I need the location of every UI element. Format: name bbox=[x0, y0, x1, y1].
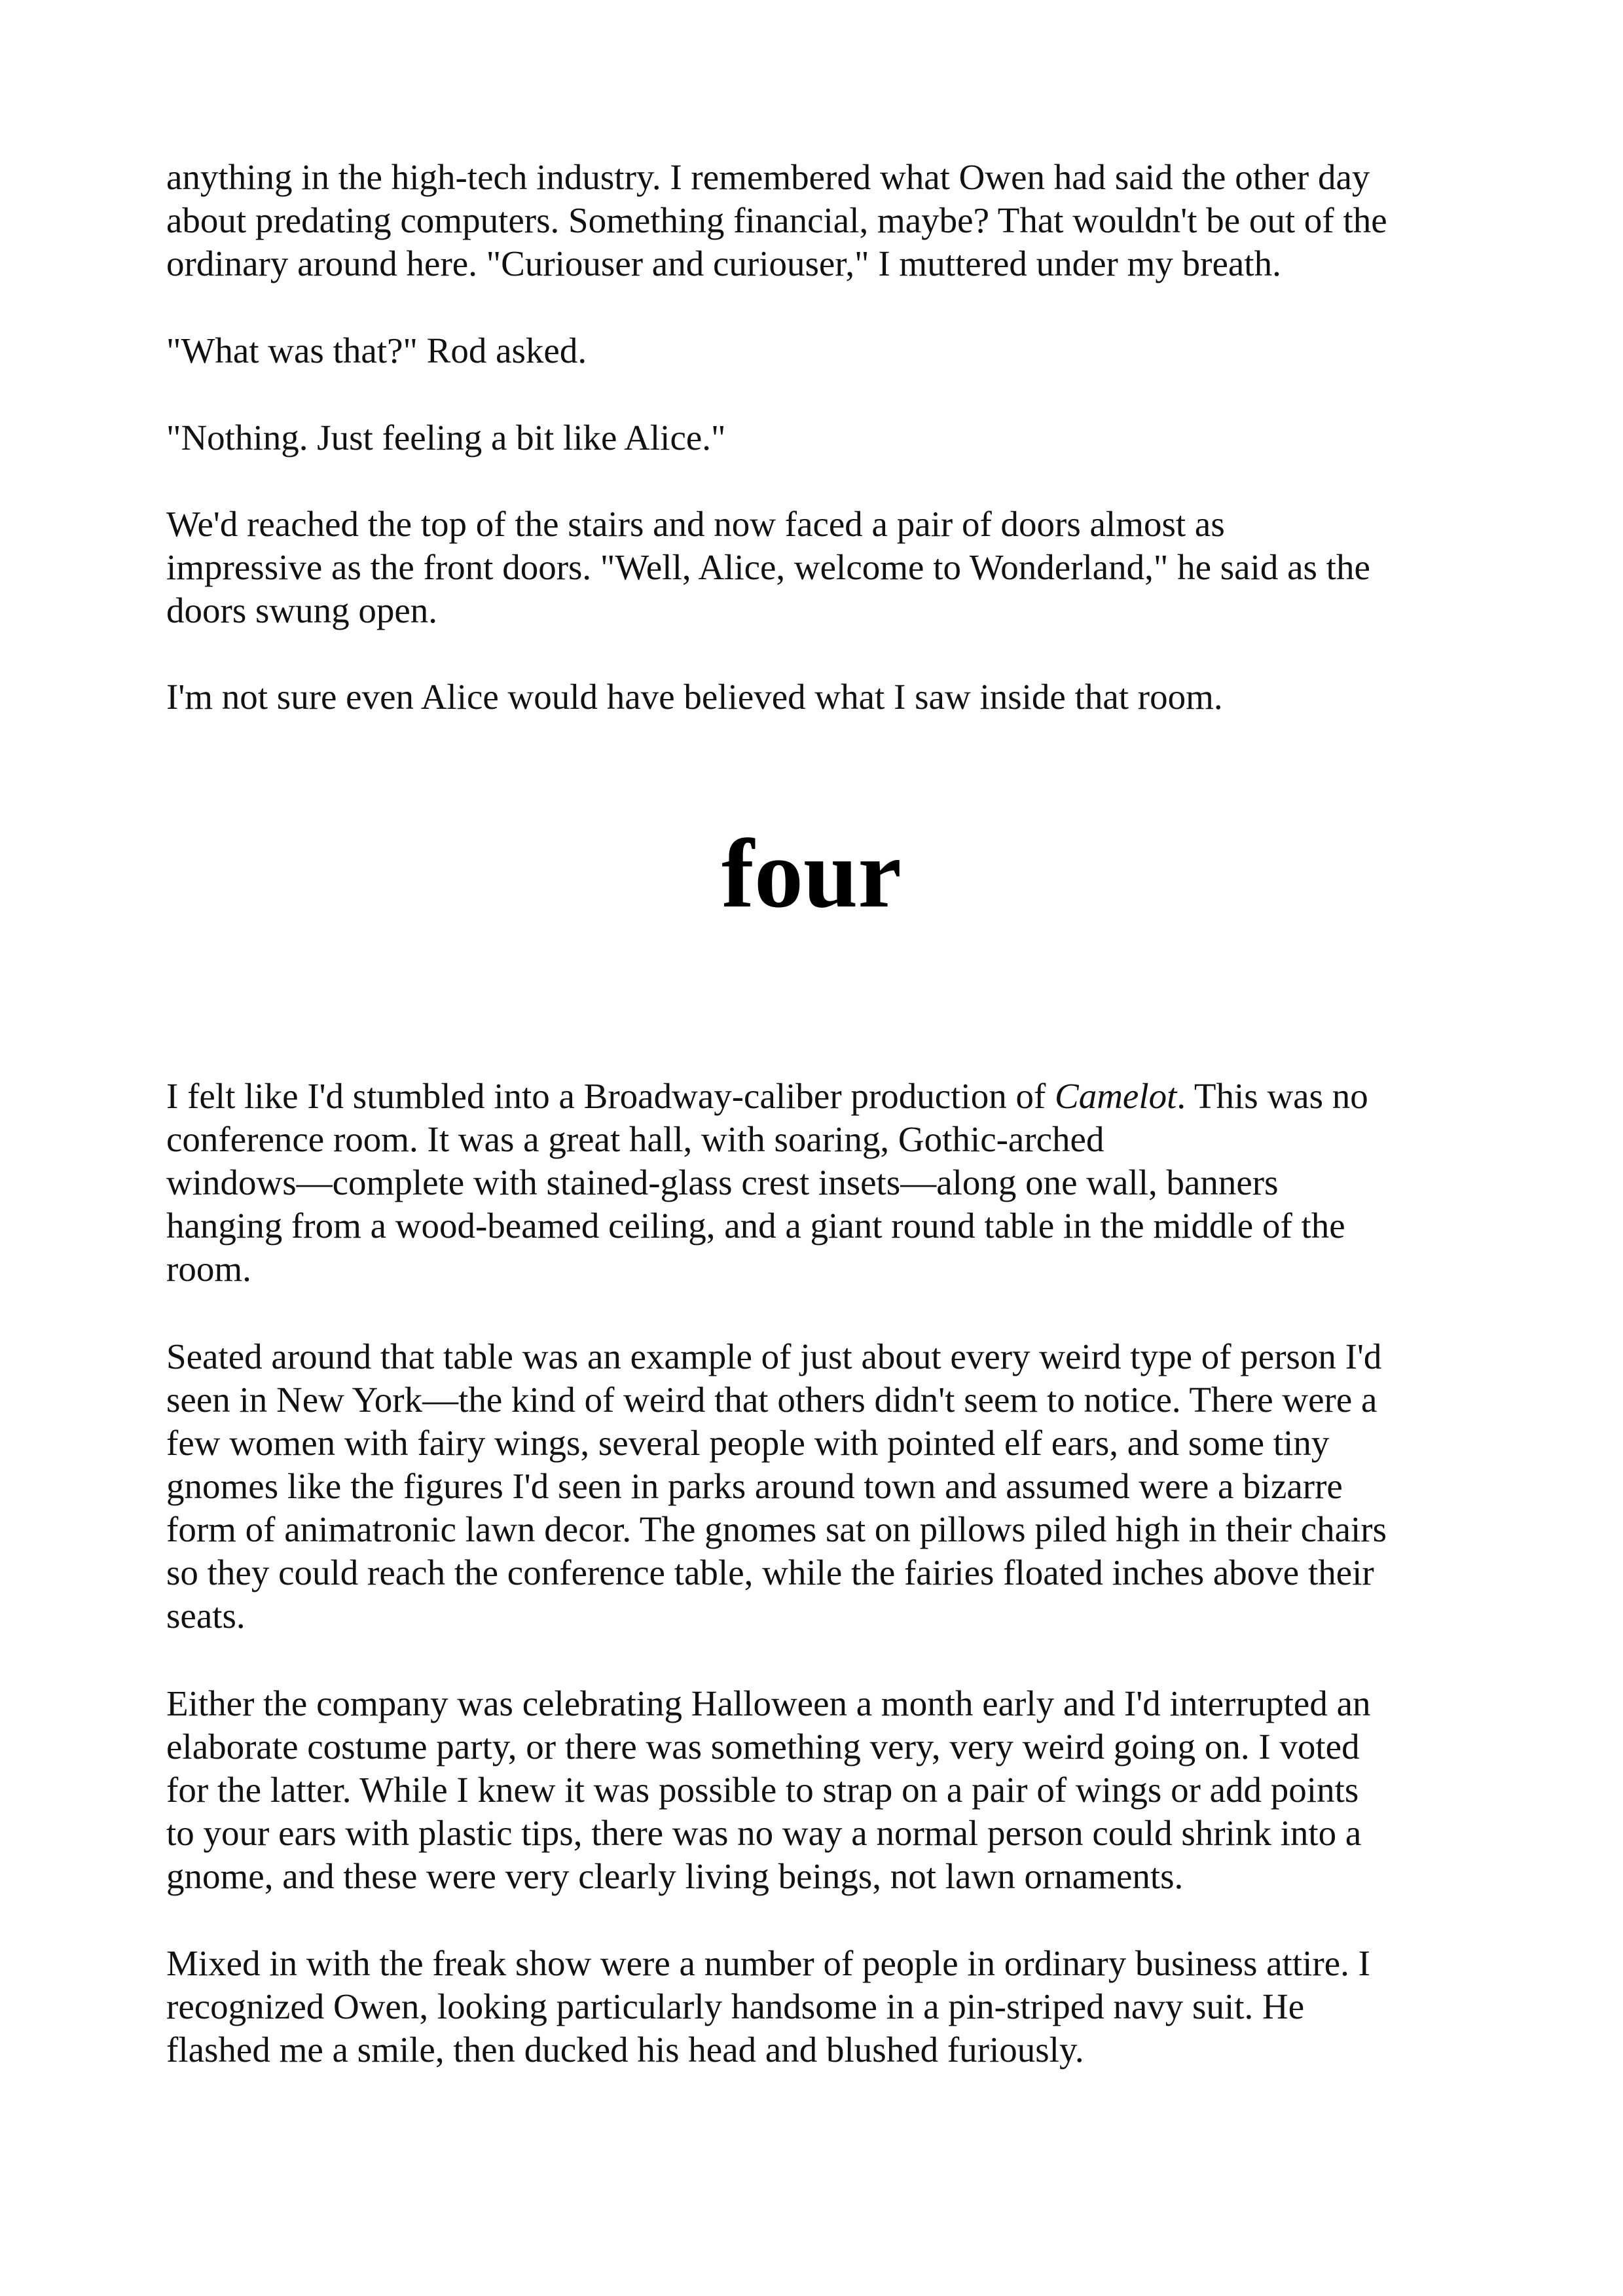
text-line: anything in the high-tech industry. I remembered what Owen had said the other day bbox=[166, 157, 1370, 197]
text-line: for the latter. While I knew it was possible to strap on a pair of wings or add points bbox=[166, 1770, 1359, 1810]
text-line: few women with fairy wings, several people with pointed elf ears, and some tiny bbox=[166, 1423, 1330, 1463]
paragraph bbox=[166, 503, 1495, 632]
text-line: Mixed in with the freak show were a number of people in ordinary business attire. I bbox=[166, 1943, 1370, 1983]
text-line: about predating computers. Something financial, maybe? That wouldn't be out of the bbox=[166, 200, 1387, 240]
text-line: recognized Owen, looking particularly handsome in a pin-striped navy suit. He bbox=[166, 1986, 1305, 2026]
text-line: Seated around that table was an example of just about every weird type of person I'd bbox=[166, 1336, 1382, 1376]
text-line: form of animatronic lawn decor. The gnomes sat on pillows piled high in their chairs bbox=[166, 1509, 1387, 1549]
paragraph bbox=[166, 1075, 1495, 1291]
paragraph bbox=[166, 1942, 1495, 2072]
text-line: I'm not sure even Alice would have believed what I saw inside that room. bbox=[166, 677, 1223, 717]
text-line: seen in New York—the kind of weird that others didn't seem to notice. There were a bbox=[166, 1380, 1377, 1420]
paragraph bbox=[166, 675, 1495, 719]
text-line: seats. bbox=[166, 1596, 246, 1636]
text-line bbox=[166, 1075, 1495, 1118]
text-line: impressive as the front doors. "Well, Alice, welcome to Wonderland," he said as the bbox=[166, 547, 1370, 587]
text-line: hanging from a wood-beamed ceiling, and a giant round table in the middle of the bbox=[166, 1206, 1345, 1246]
text-segment: I felt like I'd stumbled into a Broadway-caliber production of bbox=[166, 1076, 1055, 1116]
text-line: gnome, and these were very clearly living beings, not lawn ornaments. bbox=[166, 1856, 1184, 1896]
text-line: doors swung open. bbox=[166, 590, 438, 630]
text-line: ordinary around here. "Curiouser and curiouser," I muttered under my breath. bbox=[166, 243, 1281, 283]
text-line: "What was that?" Rod asked. bbox=[166, 331, 587, 370]
text-segment: . This was no bbox=[1176, 1076, 1368, 1116]
paragraph bbox=[166, 156, 1495, 285]
text-line: "Nothing. Just feeling a bit like Alice." bbox=[166, 418, 726, 457]
text-line: elaborate costume party, or there was something very, very weird going on. I voted bbox=[166, 1727, 1360, 1767]
text-line: so they could reach the conference table, while the fairies floated inches above their bbox=[166, 1552, 1374, 1592]
paragraph bbox=[166, 1682, 1495, 1898]
text-line: We'd reached the top of the stairs and now faced a pair of doors almost as bbox=[166, 504, 1225, 544]
text-line: room. bbox=[166, 1249, 251, 1289]
chapter-heading: four bbox=[721, 819, 902, 928]
text-line: gnomes like the figures I'd seen in parks around town and assumed were a bizarre bbox=[166, 1466, 1343, 1506]
text-line: conference room. It was a great hall, with soaring, Gothic-arched bbox=[166, 1119, 1104, 1159]
text-line: Either the company was celebrating Halloween a month early and I'd interrupted an bbox=[166, 1683, 1371, 1723]
paragraph bbox=[166, 416, 1495, 459]
text-line: flashed me a smile, then ducked his head and blushed furiously. bbox=[166, 2030, 1084, 2070]
paragraph bbox=[166, 329, 1495, 372]
text-line: windows—complete with stained-glass crest insets—along one wall, banners bbox=[166, 1162, 1279, 1202]
paragraph bbox=[166, 1335, 1495, 1638]
text-line: to your ears with plastic tips, there was no way a normal person could shrink into a bbox=[166, 1813, 1362, 1853]
italic-title: Camelot bbox=[1055, 1076, 1177, 1116]
